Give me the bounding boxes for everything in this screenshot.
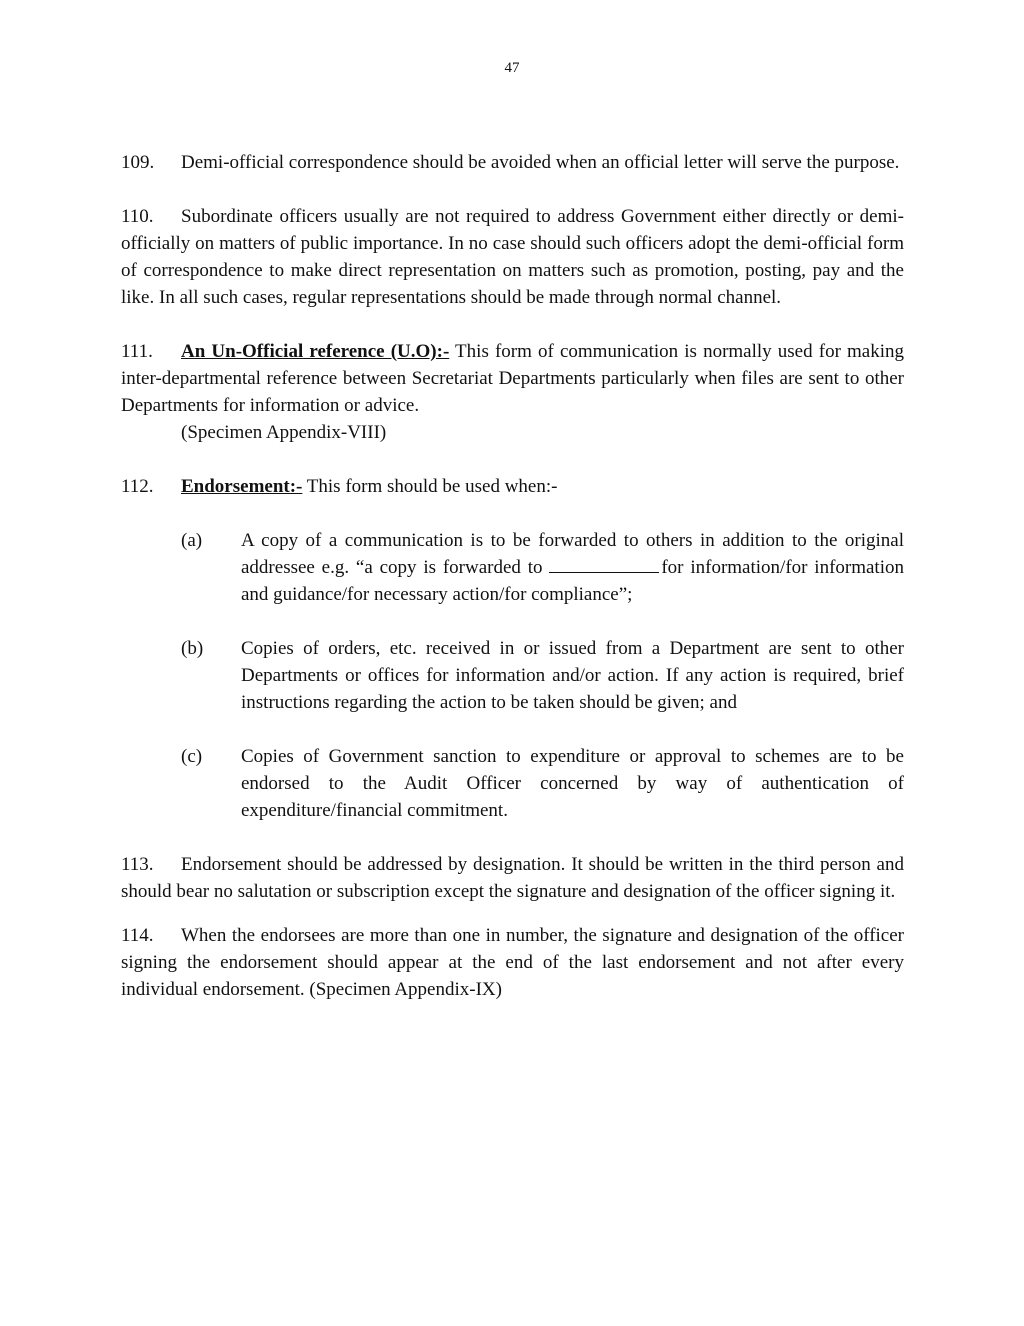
page-number: 47 — [504, 60, 520, 76]
sub-item-text-before: A copy of a communication is to be forwarded to others in addition to the original addressee e.g. “a copy is forwarded to — [241, 530, 904, 578]
sub-item-label: (c) — [181, 746, 203, 767]
paragraph-text: When the endorsees are more than one in number, the signature and designation of the officer signing the endorsement should appear at the end of the last endorsement and not after every individual endorsement. (Specimen Appendix-IX) — [121, 925, 904, 1000]
paragraph-text: This form should be used when:- — [302, 476, 558, 497]
paragraph-112 — [121, 473, 904, 500]
paragraph-number: 113. — [121, 854, 154, 875]
paragraph-text: This form of communication is normally used for making inter-departmental reference between Secretariat Departments particularly when files are sent to other Departments for information or advice. — [121, 341, 905, 416]
blank-line — [549, 556, 659, 573]
sub-item-label: (a) — [181, 530, 203, 551]
sub-item-text — [241, 527, 904, 608]
paragraph-number: 112. — [121, 476, 154, 497]
paragraph-number: 110. — [121, 206, 154, 227]
document-body — [121, 149, 904, 1030]
sub-item-text: Copies of orders, etc. received in or issued from a Department are sent to other Departments or offices for information and/or action. If any action is required, brief instructions regarding the action to be taken should be given; and — [241, 638, 904, 713]
paragraph-113 — [121, 851, 904, 905]
paragraph-110 — [121, 203, 904, 311]
paragraph-text: Subordinate officers usually are not required to address Government either directly or demi-officially on matters of public importance. In no case should such officers adopt the demi-official form of correspondence to make direct representation on matters such as promotion, posting, pay and the like. In all such cases, regular representations should be made through normal channel. — [121, 206, 904, 308]
sub-item-text: Copies of Government sanction to expenditure or approval to schemes are to be endorsed to the Audit Officer concerned by way of authentication of expenditure/financial commitment. — [241, 746, 904, 821]
sub-item-c — [181, 743, 904, 824]
paragraph-heading: An Un-Official reference (U.O):- — [181, 341, 450, 362]
specimen-reference: (Specimen Appendix-VIII) — [181, 422, 387, 443]
paragraph-number: 111. — [121, 341, 153, 362]
paragraph-text: Demi-official correspondence should be avoided when an official letter will serve the purpose. — [181, 152, 900, 173]
sub-item-a — [181, 527, 904, 608]
sub-item-b — [181, 635, 904, 716]
sub-item-text-after: for information/for information and guidance/for necessary action/for compliance”; — [241, 557, 904, 605]
sub-item-label: (b) — [181, 638, 204, 659]
paragraph-text: Endorsement should be addressed by designation. It should be written in the third person and should bear no salutation or subscription except the signature and designation of the officer signing it. — [121, 854, 904, 902]
paragraph-number: 109. — [121, 152, 155, 173]
paragraph-heading: Endorsement:- — [181, 476, 303, 497]
paragraph-109 — [121, 149, 904, 176]
paragraph-number: 114. — [121, 925, 154, 946]
paragraph-111 — [121, 338, 904, 419]
paragraph-114 — [121, 922, 904, 1003]
